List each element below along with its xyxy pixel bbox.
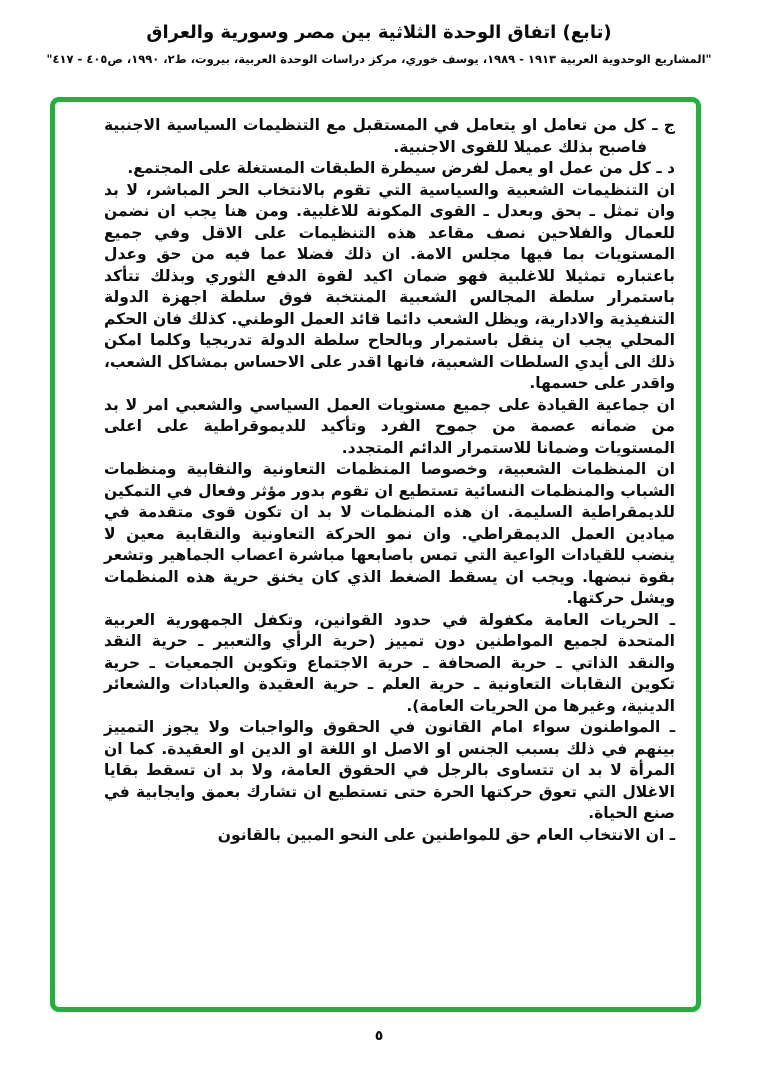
paragraph-collective-leadership: ان جماعية القيادة على جميع مستويات العمل السياسي والشعبي امر لا بد من ضمانه عصمة من جموح الفرد وتأكيد للديموقراطية على اعلى المستويات وضمانا للاستمرار الدائم المتجدد. xyxy=(104,395,675,457)
clause-item-jeem: ج ـ كل من تعامل او يتعامل في المستقبل مع التنظيمات السياسية الاجنبية فاصبح بذلك عميلا للقوى الاجنبية. xyxy=(104,116,675,156)
document-text-block xyxy=(104,115,675,846)
dash-item-equality-before-law: ـ المواطنون سواء امام القانون في الحقوق والواجبات ولا يجوز التمييز بينهم في ذلك بسبب الجنس او الاصل او اللغة او الدين او العقيدة. كما ان المرأة لا بد ان تتساوى بالرجل في الحقوق العامة، ولا بد ان تسقط بقايا الاغلال التي تعوق حركتها الحرة حتى تستطيع ان تشارك بعمق وايجابية في صنع الحياة. xyxy=(104,718,675,822)
dash-item-general-election: ـ ان الانتخاب العام حق للمواطنين على النحو المبين بالقانون xyxy=(217,825,675,844)
document-title: (تابع) اتفاق الوحدة الثلاثية بين مصر وسورية والعراق xyxy=(146,22,612,43)
page-number: ٥ xyxy=(374,1028,384,1044)
paragraph-cooperative-movement: ان المنظمات الشعبية، وخصوصا المنظمات التعاونية والنقابية ومنظمات الشباب والمنظمات النسائية تستطيع ان تقوم بدور مؤثر وفعال في التمكين للديمقراطية السليمة. ان هذه المنظمات لا بد ان تكون قوى متقدمة في ميادين العمل الديمقراطي. وان نمو الحركة التعاونية والنقابية معين لا ينضب للقيادات الواعية التي تمس باصابعها مباشرة اعصاب الجماهير وتشعر بقوة نبضها. ويجب ان يسقط الضغط الذي كان يخنق حرية هذه المنظمات ويشل حركتها. xyxy=(104,460,675,607)
clause-item-dal: د ـ كل من عمل او يعمل لفرض سيطرة الطبقات المستغلة على المجتمع. xyxy=(127,159,675,177)
dash-item-public-freedoms: ـ الحريات العامة مكفولة في حدود القوانين، وتكفل الجمهورية العربية المتحدة لجميع المواطنين دون تمييز (حرية الرأي والتعبير ـ حرية النقد والنقد الذاتي ـ حرية الصحافة ـ حرية الاجتماع وتكوين الجمعيات ـ حرية تكوين النقابات التعاونية ـ حرية العلم ـ حرية العقيدة والعبادات والشعائر الدينية، وغيرها من الحريات العامة). xyxy=(104,610,675,715)
page-header xyxy=(0,22,758,66)
paragraph-popular-organizations: ان التنظيمات الشعبية والسياسية التي تقوم بالانتخاب الحر المباشر، لا بد وان تمثل ـ بحق وبعدل ـ القوى المكونة للاغلبية. ومن هنا يجب ان نضمن للعمال والفلاحين نصف مقاعد هذه التنظيمات على الاقل وفي جميع المستويات بما فيها مجلس الامة. ان ذلك فضلا عما فيه من حق وعدل باعتباره تمثيلا للاغلبية فهو ضمان اكيد لقوة الدفع الثوري وبذلك تتأكد باستمرار سلطة المجالس الشعبية المنتخبة فوق سلطة اجهزة الدولة التنفيذية والادارية، ويظل الشعب دائما قائد العمل الوطني. كذلك فان الحكم المحلي يجب ان ينقل باستمرار وبالحاح سلطة الدولة تدريجيا وكلما امكن ذلك الى أيدي السلطات الشعبية، فانها اقدر على الاحساس بمشاكل الشعب، واقدر على حسمها. xyxy=(104,180,675,392)
document-border-frame xyxy=(50,97,701,1012)
source-citation: "المشاريع الوحدوية العربية ١٩١٣ - ١٩٨٩، يوسف خوري، مركز دراسات الوحدة العربية، بيروت، ط٢، ١٩٩٠، ص٤٠٥ - ٤١٧" xyxy=(46,52,712,66)
